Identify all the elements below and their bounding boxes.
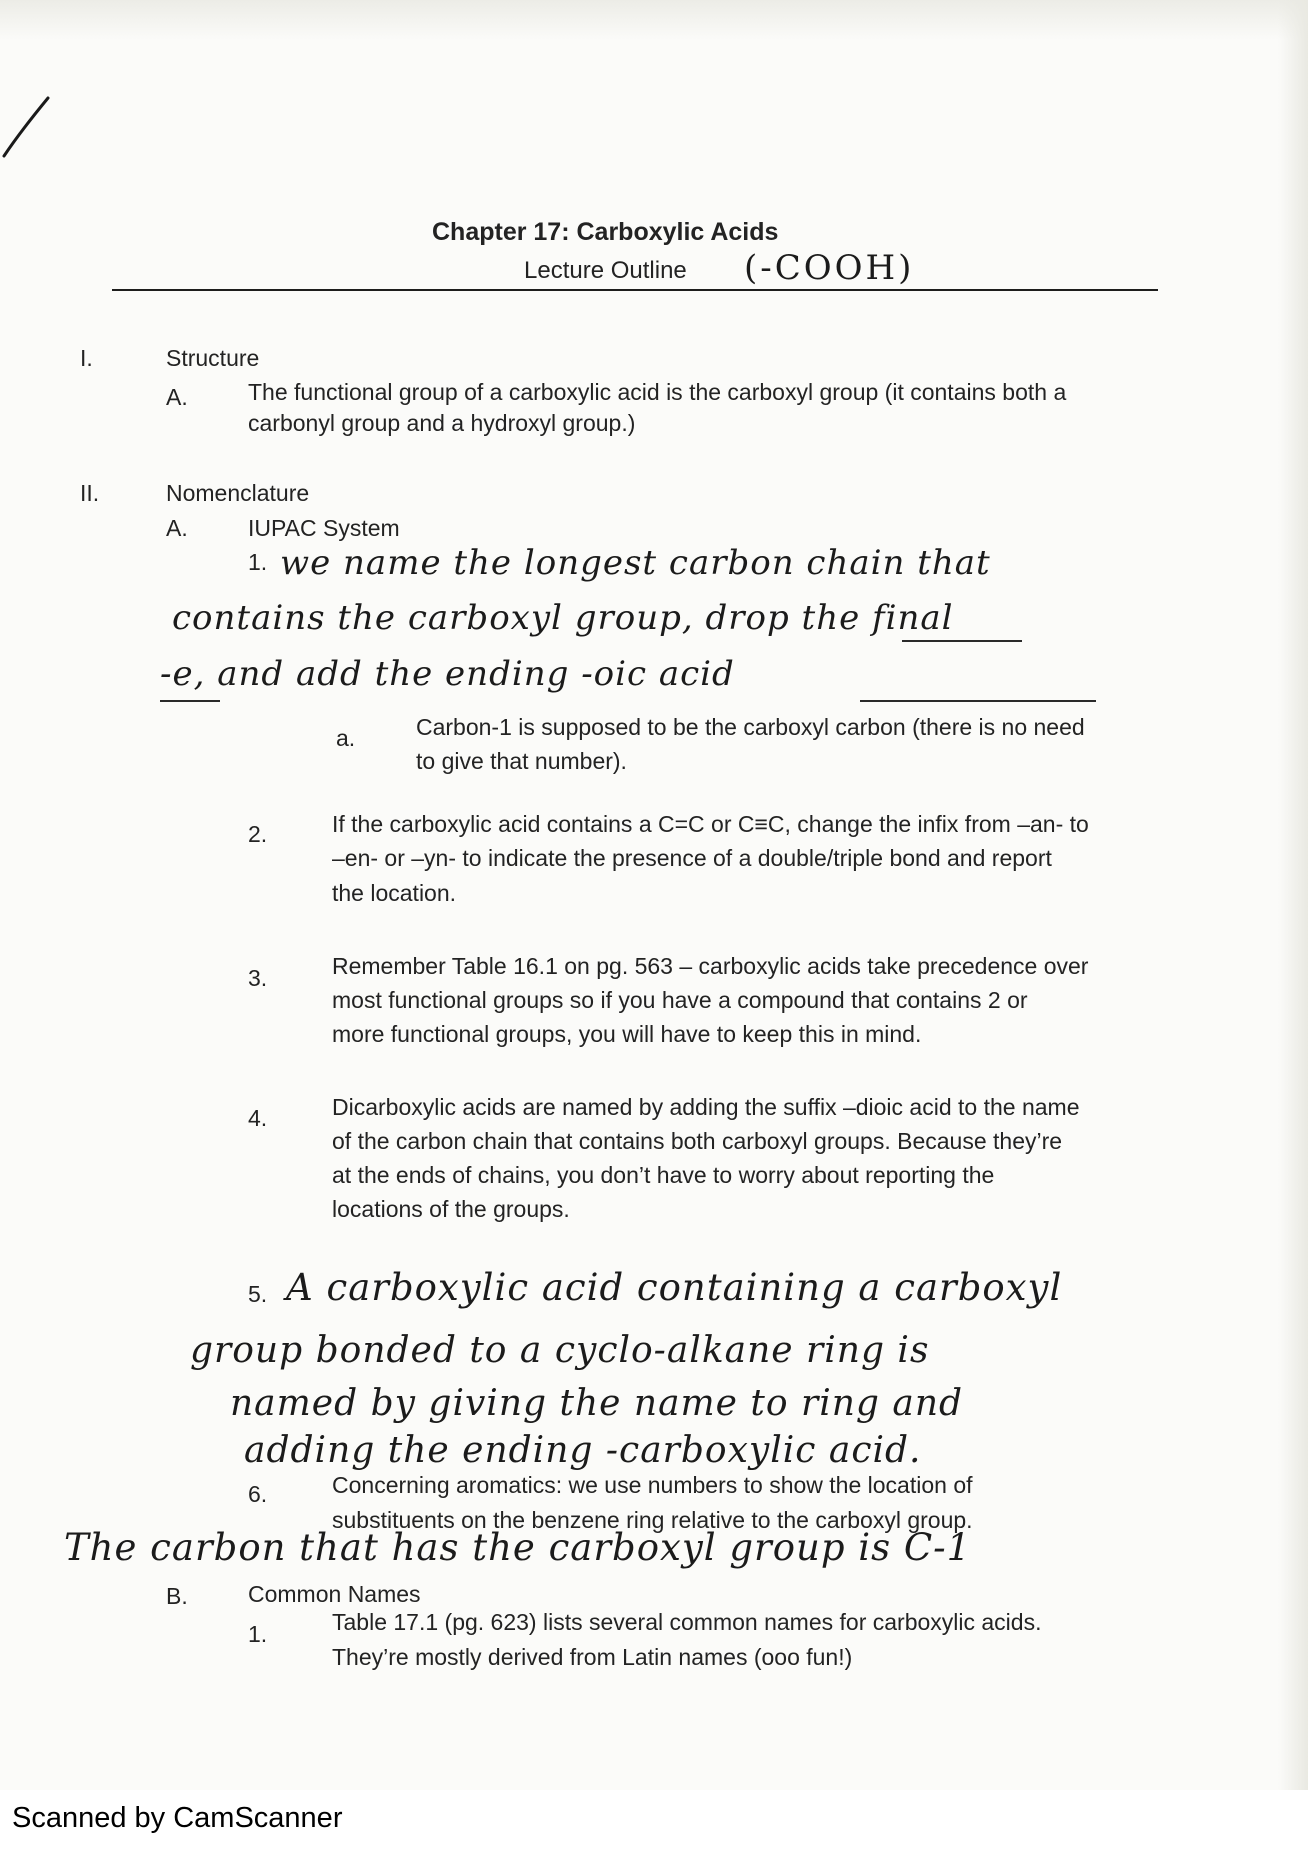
- item-6-line-2: substituents on the benzene ring relative to the carboxyl group.: [332, 1507, 973, 1533]
- handwritten-note-1-line-3: -e, and add the ending -oic acid: [160, 654, 735, 694]
- item-b1-line-2: They’re mostly derived from Latin names (ooo fun!): [332, 1644, 853, 1670]
- handwritten-underline-oic-acid: [860, 700, 1096, 702]
- item-number-4: 4.: [248, 1105, 268, 1131]
- item-number-2: 2.: [248, 821, 268, 847]
- pen-stroke-mark: [0, 90, 70, 170]
- section-heading-nomenclature: Nomenclature: [166, 480, 310, 506]
- lecture-outline-subtitle: Lecture Outline: [524, 257, 687, 284]
- item-2-line-3: the location.: [332, 880, 457, 906]
- item-number-1: 1.: [248, 549, 268, 575]
- common-names-heading: Common Names: [248, 1581, 421, 1607]
- handwritten-note-5-line-2: group bonded to a cyclo-alkane ring is: [190, 1330, 930, 1371]
- handwritten-underline-e: [160, 700, 220, 702]
- item-3-line-3: more functional groups, you will have to keep this in mind.: [332, 1021, 922, 1047]
- item-number-6: 6.: [248, 1481, 268, 1507]
- item-label-nomenclature-a: A.: [166, 515, 188, 541]
- item-4-line-4: locations of the groups.: [332, 1196, 570, 1222]
- item-number-b1: 1.: [248, 1621, 268, 1647]
- handwritten-note-5-line-4: adding the ending -carboxylic acid.: [244, 1430, 922, 1471]
- item-3-line-2: most functional groups so if you have a compound that contains 2 or: [332, 987, 1028, 1013]
- handwritten-note-1-line-2: contains the carboxyl group, drop the final: [172, 598, 954, 638]
- item-4-line-3: at the ends of chains, you don’t have to worry about reporting the: [332, 1162, 995, 1188]
- item-2-line-2: –en- or –yn- to indicate the presence of a double/triple bond and report: [332, 845, 1052, 871]
- item-1a-line-2: to give that number).: [416, 748, 627, 774]
- item-label-structure-a: A.: [166, 384, 188, 410]
- handwritten-note-5-line-1: A carboxylic acid containing a carboxyl: [286, 1266, 1063, 1309]
- item-b1-line-1: Table 17.1 (pg. 623) lists several common names for carboxylic acids.: [332, 1609, 1042, 1635]
- handwritten-note-6: The carbon that has the carboxyl group is C-1: [64, 1526, 972, 1569]
- structure-a-line-2: carbonyl group and a hydroxyl group.): [248, 410, 636, 436]
- section-numeral-1: I.: [80, 345, 93, 371]
- item-3-line-1: Remember Table 16.1 on pg. 563 – carboxylic acids take precedence over: [332, 953, 1089, 979]
- handwritten-underline-drop: [902, 640, 1022, 642]
- section-heading-structure: Structure: [166, 345, 260, 371]
- handwritten-note-5-line-3: named by giving the name to ring and: [230, 1383, 964, 1424]
- handwritten-cooh-note: (-COOH): [744, 248, 915, 288]
- item-1a-line-1: Carbon-1 is supposed to be the carboxyl carbon (there is no need: [416, 714, 1085, 740]
- title-rule: [112, 289, 1158, 291]
- item-4-line-2: of the carbon chain that contains both carboxyl groups. Because they’re: [332, 1128, 1063, 1154]
- iupac-system-heading: IUPAC System: [248, 515, 400, 541]
- handwritten-note-1-line-1: we name the longest carbon chain that: [280, 543, 991, 583]
- scanner-watermark: Scanned by CamScanner: [12, 1802, 343, 1834]
- section-numeral-2: II.: [80, 480, 100, 506]
- structure-a-line-1: The functional group of a carboxylic acid is the carboxyl group (it contains both a: [248, 379, 1067, 405]
- item-2-line-1: If the carboxylic acid contains a C=C or C≡C, change the infix from –an- to: [332, 811, 1089, 837]
- item-number-5: 5.: [248, 1281, 268, 1307]
- item-6-line-1: Concerning aromatics: we use numbers to show the location of: [332, 1472, 973, 1498]
- chapter-title: Chapter 17: Carboxylic Acids: [432, 218, 779, 246]
- item-4-line-1: Dicarboxylic acids are named by adding the suffix –dioic acid to the name: [332, 1094, 1080, 1120]
- item-number-3: 3.: [248, 965, 268, 991]
- item-label-1a: a.: [336, 725, 356, 751]
- item-label-common-names-b: B.: [166, 1583, 188, 1609]
